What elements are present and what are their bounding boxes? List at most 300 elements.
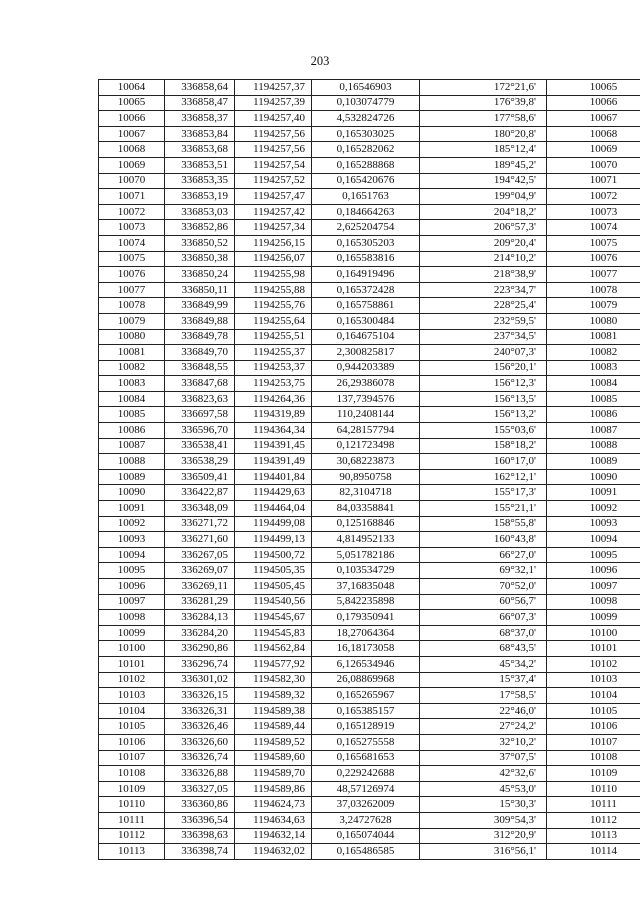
x-coordinate-cell: 336396,54 [165, 812, 235, 828]
bearing-cell: 204°18,2' [420, 204, 547, 220]
distance-cell: 0,165583816 [312, 251, 420, 267]
point-from-cell: 10092 [99, 516, 165, 532]
y-coordinate-cell: 1194589,32 [235, 688, 312, 704]
point-to-cell: 10104 [547, 688, 640, 704]
point-from-cell: 10106 [99, 734, 165, 750]
distance-cell: 0,165275558 [312, 734, 420, 750]
table-row [99, 719, 640, 735]
table-row [99, 485, 640, 501]
point-to-cell: 10081 [547, 329, 640, 345]
point-to-cell: 10084 [547, 376, 640, 392]
x-coordinate-cell: 336326,31 [165, 703, 235, 719]
distance-cell: 0,16546903 [312, 80, 420, 96]
table-row [99, 828, 640, 844]
table-row [99, 797, 640, 813]
bearing-cell: 155°03,6' [420, 423, 547, 439]
x-coordinate-cell: 336850,11 [165, 282, 235, 298]
y-coordinate-cell: 1194257,47 [235, 189, 312, 205]
point-from-cell: 10067 [99, 126, 165, 142]
point-from-cell: 10069 [99, 157, 165, 173]
table-row [99, 391, 640, 407]
bearing-cell: 15°30,3' [420, 797, 547, 813]
y-coordinate-cell: 1194589,86 [235, 781, 312, 797]
bearing-cell: 32°10,2' [420, 734, 547, 750]
bearing-cell: 45°34,2' [420, 656, 547, 672]
point-to-cell: 10075 [547, 235, 640, 251]
y-coordinate-cell: 1194391,49 [235, 454, 312, 470]
x-coordinate-cell: 336398,63 [165, 828, 235, 844]
point-from-cell: 10102 [99, 672, 165, 688]
x-coordinate-cell: 336327,05 [165, 781, 235, 797]
table-row [99, 313, 640, 329]
table-row [99, 750, 640, 766]
distance-cell: 5,051782186 [312, 547, 420, 563]
bearing-cell: 60°56,7' [420, 594, 547, 610]
point-to-cell: 10077 [547, 267, 640, 283]
distance-cell: 0,165074044 [312, 828, 420, 844]
point-to-cell: 10093 [547, 516, 640, 532]
x-coordinate-cell: 336858,47 [165, 95, 235, 111]
bearing-cell: 27°24,2' [420, 719, 547, 735]
page-number: 203 [310, 54, 330, 68]
bearing-cell: 199°04,9' [420, 189, 547, 205]
distance-cell: 0,165305203 [312, 235, 420, 251]
bearing-cell: 66°27,0' [420, 547, 547, 563]
distance-cell: 3,24727628 [312, 812, 420, 828]
x-coordinate-cell: 336849,99 [165, 298, 235, 314]
bearing-cell: 45°53,0' [420, 781, 547, 797]
distance-cell: 48,57126974 [312, 781, 420, 797]
distance-cell: 4,532824726 [312, 111, 420, 127]
bearing-cell: 214°10,2' [420, 251, 547, 267]
point-from-cell: 10075 [99, 251, 165, 267]
x-coordinate-cell: 336269,11 [165, 579, 235, 595]
x-coordinate-cell: 336852,86 [165, 220, 235, 236]
bearing-cell: 22°46,0' [420, 703, 547, 719]
table-row [99, 423, 640, 439]
distance-cell: 37,03262009 [312, 797, 420, 813]
x-coordinate-cell: 336853,35 [165, 173, 235, 189]
point-from-cell: 10096 [99, 579, 165, 595]
bearing-cell: 237°34,5' [420, 329, 547, 345]
table-row [99, 157, 640, 173]
point-to-cell: 10082 [547, 345, 640, 361]
bearing-cell: 68°43,5' [420, 641, 547, 657]
bearing-cell: 15°37,4' [420, 672, 547, 688]
distance-cell: 0,179350941 [312, 610, 420, 626]
table-row [99, 594, 640, 610]
point-from-cell: 10065 [99, 95, 165, 111]
y-coordinate-cell: 1194577,92 [235, 656, 312, 672]
point-to-cell: 10065 [547, 80, 640, 96]
point-to-cell: 10067 [547, 111, 640, 127]
point-to-cell: 10083 [547, 360, 640, 376]
x-coordinate-cell: 336269,07 [165, 563, 235, 579]
point-from-cell: 10098 [99, 610, 165, 626]
point-from-cell: 10101 [99, 656, 165, 672]
point-to-cell: 10096 [547, 563, 640, 579]
point-from-cell: 10066 [99, 111, 165, 127]
distance-cell: 0,165372428 [312, 282, 420, 298]
distance-cell: 16,18173058 [312, 641, 420, 657]
point-to-cell: 10085 [547, 391, 640, 407]
table-row [99, 812, 640, 828]
point-to-cell: 10105 [547, 703, 640, 719]
bearing-cell: 160°17,0' [420, 454, 547, 470]
table-row [99, 844, 640, 860]
distance-cell: 0,165486585 [312, 844, 420, 860]
x-coordinate-cell: 336360,86 [165, 797, 235, 813]
bearing-cell: 156°13,5' [420, 391, 547, 407]
x-coordinate-cell: 336853,03 [165, 204, 235, 220]
bearing-cell: 162°12,1' [420, 469, 547, 485]
y-coordinate-cell: 1194589,70 [235, 766, 312, 782]
table-row [99, 80, 640, 96]
distance-cell: 82,3104718 [312, 485, 420, 501]
bearing-cell: 316°56,1' [420, 844, 547, 860]
point-to-cell: 10103 [547, 672, 640, 688]
point-from-cell: 10105 [99, 719, 165, 735]
point-from-cell: 10089 [99, 469, 165, 485]
point-from-cell: 10080 [99, 329, 165, 345]
point-to-cell: 10092 [547, 501, 640, 517]
table-row [99, 625, 640, 641]
bearing-cell: 158°55,8' [420, 516, 547, 532]
point-from-cell: 10064 [99, 80, 165, 96]
table-row [99, 703, 640, 719]
table-row [99, 579, 640, 595]
table-row [99, 532, 640, 548]
point-to-cell: 10088 [547, 438, 640, 454]
bearing-cell: 172°21,6' [420, 80, 547, 96]
point-to-cell: 10066 [547, 95, 640, 111]
point-from-cell: 10073 [99, 220, 165, 236]
x-coordinate-cell: 336849,70 [165, 345, 235, 361]
point-to-cell: 10109 [547, 766, 640, 782]
point-to-cell: 10097 [547, 579, 640, 595]
point-from-cell: 10099 [99, 625, 165, 641]
x-coordinate-cell: 336326,88 [165, 766, 235, 782]
y-coordinate-cell: 1194632,02 [235, 844, 312, 860]
distance-cell: 4,814952133 [312, 532, 420, 548]
x-coordinate-cell: 336281,29 [165, 594, 235, 610]
y-coordinate-cell: 1194589,44 [235, 719, 312, 735]
bearing-cell: 206°57,3' [420, 220, 547, 236]
bearing-cell: 177°58,6' [420, 111, 547, 127]
x-coordinate-cell: 336326,46 [165, 719, 235, 735]
point-to-cell: 10091 [547, 485, 640, 501]
bearing-cell: 160°43,8' [420, 532, 547, 548]
y-coordinate-cell: 1194255,37 [235, 345, 312, 361]
distance-cell: 26,29386078 [312, 376, 420, 392]
x-coordinate-cell: 336271,72 [165, 516, 235, 532]
x-coordinate-cell: 336853,84 [165, 126, 235, 142]
y-coordinate-cell: 1194257,56 [235, 126, 312, 142]
point-to-cell: 10070 [547, 157, 640, 173]
distance-cell: 0,165303025 [312, 126, 420, 142]
table-row [99, 610, 640, 626]
table-row [99, 95, 640, 111]
point-to-cell: 10073 [547, 204, 640, 220]
y-coordinate-cell: 1194255,98 [235, 267, 312, 283]
point-from-cell: 10083 [99, 376, 165, 392]
y-coordinate-cell: 1194589,38 [235, 703, 312, 719]
y-coordinate-cell: 1194257,40 [235, 111, 312, 127]
table-row [99, 376, 640, 392]
x-coordinate-cell: 336290,86 [165, 641, 235, 657]
table-row [99, 298, 640, 314]
y-coordinate-cell: 1194589,60 [235, 750, 312, 766]
x-coordinate-cell: 336596,70 [165, 423, 235, 439]
x-coordinate-cell: 336422,87 [165, 485, 235, 501]
table-row [99, 563, 640, 579]
point-to-cell: 10107 [547, 734, 640, 750]
table-row [99, 766, 640, 782]
point-from-cell: 10095 [99, 563, 165, 579]
point-from-cell: 10087 [99, 438, 165, 454]
point-from-cell: 10112 [99, 828, 165, 844]
point-to-cell: 10090 [547, 469, 640, 485]
point-from-cell: 10107 [99, 750, 165, 766]
point-to-cell: 10089 [547, 454, 640, 470]
distance-cell: 0,165681653 [312, 750, 420, 766]
point-from-cell: 10110 [99, 797, 165, 813]
y-coordinate-cell: 1194257,34 [235, 220, 312, 236]
x-coordinate-cell: 336697,58 [165, 407, 235, 423]
table-row [99, 454, 640, 470]
point-from-cell: 10078 [99, 298, 165, 314]
y-coordinate-cell: 1194562,84 [235, 641, 312, 657]
y-coordinate-cell: 1194257,39 [235, 95, 312, 111]
y-coordinate-cell: 1194582,30 [235, 672, 312, 688]
point-to-cell: 10106 [547, 719, 640, 735]
point-to-cell: 10074 [547, 220, 640, 236]
table-row [99, 189, 640, 205]
x-coordinate-cell: 336850,38 [165, 251, 235, 267]
distance-cell: 2,300825817 [312, 345, 420, 361]
x-coordinate-cell: 336849,88 [165, 313, 235, 329]
bearing-cell: 309°54,3' [420, 812, 547, 828]
x-coordinate-cell: 336284,20 [165, 625, 235, 641]
point-to-cell: 10069 [547, 142, 640, 158]
x-coordinate-cell: 336850,24 [165, 267, 235, 283]
distance-cell: 0,121723498 [312, 438, 420, 454]
x-coordinate-cell: 336284,13 [165, 610, 235, 626]
bearing-cell: 156°20,1' [420, 360, 547, 376]
x-coordinate-cell: 336853,19 [165, 189, 235, 205]
bearing-cell: 155°21,1' [420, 501, 547, 517]
y-coordinate-cell: 1194634,63 [235, 812, 312, 828]
point-to-cell: 10114 [547, 844, 640, 860]
point-from-cell: 10072 [99, 204, 165, 220]
point-from-cell: 10085 [99, 407, 165, 423]
point-from-cell: 10088 [99, 454, 165, 470]
distance-cell: 0,164675104 [312, 329, 420, 345]
point-from-cell: 10076 [99, 267, 165, 283]
point-from-cell: 10108 [99, 766, 165, 782]
y-coordinate-cell: 1194319,89 [235, 407, 312, 423]
distance-cell: 2,625204754 [312, 220, 420, 236]
table-row [99, 688, 640, 704]
distance-cell: 0,1651763 [312, 189, 420, 205]
distance-cell: 137,7394576 [312, 391, 420, 407]
y-coordinate-cell: 1194545,83 [235, 625, 312, 641]
point-from-cell: 10091 [99, 501, 165, 517]
bearing-cell: 312°20,9' [420, 828, 547, 844]
table-row [99, 407, 640, 423]
point-from-cell: 10077 [99, 282, 165, 298]
bearing-cell: 209°20,4' [420, 235, 547, 251]
point-from-cell: 10100 [99, 641, 165, 657]
point-from-cell: 10090 [99, 485, 165, 501]
distance-cell: 0,184664263 [312, 204, 420, 220]
x-coordinate-cell: 336858,64 [165, 80, 235, 96]
point-to-cell: 10110 [547, 781, 640, 797]
point-to-cell: 10112 [547, 812, 640, 828]
point-from-cell: 10079 [99, 313, 165, 329]
bearing-cell: 176°39,8' [420, 95, 547, 111]
distance-cell: 0,164919496 [312, 267, 420, 283]
distance-cell: 64,28157794 [312, 423, 420, 439]
y-coordinate-cell: 1194264,36 [235, 391, 312, 407]
point-to-cell: 10108 [547, 750, 640, 766]
y-coordinate-cell: 1194401,84 [235, 469, 312, 485]
bearing-cell: 194°42,5' [420, 173, 547, 189]
table-row [99, 329, 640, 345]
bearing-cell: 185°12,4' [420, 142, 547, 158]
point-to-cell: 10079 [547, 298, 640, 314]
table-row [99, 781, 640, 797]
point-from-cell: 10082 [99, 360, 165, 376]
point-to-cell: 10087 [547, 423, 640, 439]
y-coordinate-cell: 1194364,34 [235, 423, 312, 439]
y-coordinate-cell: 1194505,45 [235, 579, 312, 595]
point-from-cell: 10113 [99, 844, 165, 860]
point-from-cell: 10084 [99, 391, 165, 407]
table-row [99, 672, 640, 688]
bearing-cell: 223°34,7' [420, 282, 547, 298]
x-coordinate-cell: 336849,78 [165, 329, 235, 345]
distance-cell: 0,165758861 [312, 298, 420, 314]
x-coordinate-cell: 336509,41 [165, 469, 235, 485]
distance-cell: 0,165300484 [312, 313, 420, 329]
y-coordinate-cell: 1194632,14 [235, 828, 312, 844]
coordinates-table [98, 79, 640, 860]
distance-cell: 0,103534729 [312, 563, 420, 579]
y-coordinate-cell: 1194253,37 [235, 360, 312, 376]
bearing-cell: 70°52,0' [420, 579, 547, 595]
point-from-cell: 10094 [99, 547, 165, 563]
distance-cell: 6,126534946 [312, 656, 420, 672]
bearing-cell: 17°58,5' [420, 688, 547, 704]
table-row [99, 345, 640, 361]
bearing-cell: 232°59,5' [420, 313, 547, 329]
x-coordinate-cell: 336398,74 [165, 844, 235, 860]
y-coordinate-cell: 1194624,73 [235, 797, 312, 813]
y-coordinate-cell: 1194429,63 [235, 485, 312, 501]
y-coordinate-cell: 1194464,04 [235, 501, 312, 517]
y-coordinate-cell: 1194505,35 [235, 563, 312, 579]
x-coordinate-cell: 336847,68 [165, 376, 235, 392]
point-to-cell: 10080 [547, 313, 640, 329]
distance-cell: 0,103074779 [312, 95, 420, 111]
distance-cell: 30,68223873 [312, 454, 420, 470]
table-row [99, 267, 640, 283]
distance-cell: 0,165282062 [312, 142, 420, 158]
point-from-cell: 10093 [99, 532, 165, 548]
point-from-cell: 10103 [99, 688, 165, 704]
point-to-cell: 10094 [547, 532, 640, 548]
bearing-cell: 228°25,4' [420, 298, 547, 314]
bearing-cell: 189°45,2' [420, 157, 547, 173]
bearing-cell: 218°38,9' [420, 267, 547, 283]
y-coordinate-cell: 1194255,51 [235, 329, 312, 345]
point-to-cell: 10098 [547, 594, 640, 610]
x-coordinate-cell: 336296,74 [165, 656, 235, 672]
x-coordinate-cell: 336326,15 [165, 688, 235, 704]
x-coordinate-cell: 336853,68 [165, 142, 235, 158]
y-coordinate-cell: 1194253,75 [235, 376, 312, 392]
x-coordinate-cell: 336326,74 [165, 750, 235, 766]
x-coordinate-cell: 336301,02 [165, 672, 235, 688]
x-coordinate-cell: 336326,60 [165, 734, 235, 750]
point-to-cell: 10100 [547, 625, 640, 641]
y-coordinate-cell: 1194589,52 [235, 734, 312, 750]
distance-cell: 0,165128919 [312, 719, 420, 735]
bearing-cell: 156°12,3' [420, 376, 547, 392]
y-coordinate-cell: 1194257,37 [235, 80, 312, 96]
bearing-cell: 180°20,8' [420, 126, 547, 142]
y-coordinate-cell: 1194255,88 [235, 282, 312, 298]
point-to-cell: 10071 [547, 173, 640, 189]
distance-cell: 37,16835048 [312, 579, 420, 595]
table-row [99, 111, 640, 127]
point-from-cell: 10068 [99, 142, 165, 158]
y-coordinate-cell: 1194257,54 [235, 157, 312, 173]
point-to-cell: 10099 [547, 610, 640, 626]
bearing-cell: 240°07,3' [420, 345, 547, 361]
x-coordinate-cell: 336848,55 [165, 360, 235, 376]
point-from-cell: 10104 [99, 703, 165, 719]
bearing-cell: 66°07,3' [420, 610, 547, 626]
distance-cell: 26,08869968 [312, 672, 420, 688]
y-coordinate-cell: 1194256,07 [235, 251, 312, 267]
point-to-cell: 10113 [547, 828, 640, 844]
point-to-cell: 10086 [547, 407, 640, 423]
point-from-cell: 10086 [99, 423, 165, 439]
y-coordinate-cell: 1194256,15 [235, 235, 312, 251]
bearing-cell: 158°18,2' [420, 438, 547, 454]
distance-cell: 5,842235898 [312, 594, 420, 610]
table-row [99, 656, 640, 672]
table-row [99, 173, 640, 189]
y-coordinate-cell: 1194499,13 [235, 532, 312, 548]
point-to-cell: 10095 [547, 547, 640, 563]
point-from-cell: 10111 [99, 812, 165, 828]
point-from-cell: 10071 [99, 189, 165, 205]
distance-cell: 0,944203389 [312, 360, 420, 376]
x-coordinate-cell: 336850,52 [165, 235, 235, 251]
y-coordinate-cell: 1194255,64 [235, 313, 312, 329]
bearing-cell: 68°37,0' [420, 625, 547, 641]
table-row [99, 547, 640, 563]
x-coordinate-cell: 336538,41 [165, 438, 235, 454]
y-coordinate-cell: 1194545,67 [235, 610, 312, 626]
y-coordinate-cell: 1194391,45 [235, 438, 312, 454]
table-row [99, 142, 640, 158]
point-from-cell: 10097 [99, 594, 165, 610]
coordinates-table-body [99, 80, 640, 860]
